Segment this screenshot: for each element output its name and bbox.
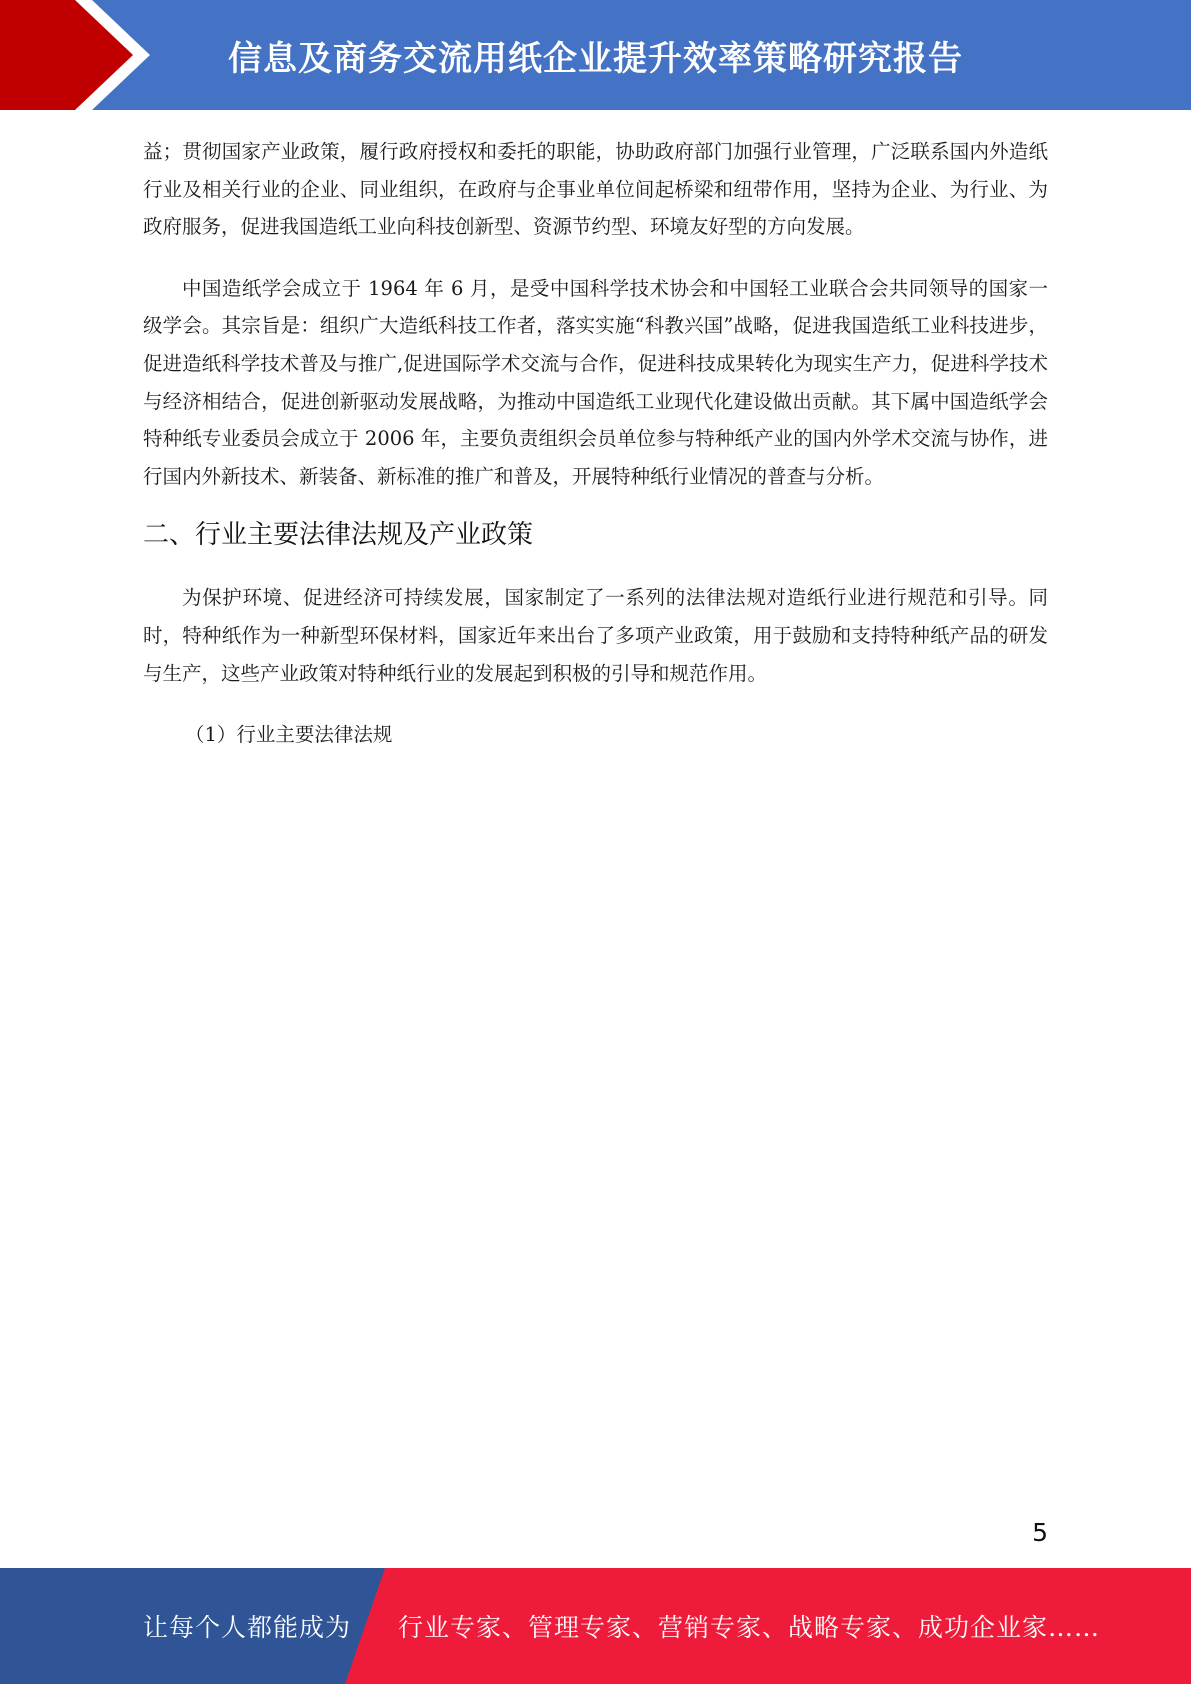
body-paragraph: 为保护环境、促进经济可持续发展，国家制定了一系列的法律法规对造纸行业进行规范和引导。同时，特种纸作为一种新型环保材料，国家近年来出台了多项产业政策，用于鼓励和支持特种纸产品的研发与生产，这些产业政策对特种纸行业的发展起到积极的引导和规范作用。 [143, 586, 1048, 685]
footer-banner [0, 1568, 1191, 1684]
footer-slogan-right: 行业专家、管理专家、营销专家、战略专家、成功企业家…… [398, 1613, 1101, 1642]
page-number: 5 [1032, 1518, 1048, 1547]
sub-heading: （1）行业主要法律法规 [185, 723, 393, 747]
section-heading: 二、行业主要法律法规及产业政策 [143, 520, 534, 551]
main-content [143, 133, 1048, 754]
header-banner [0, 0, 1191, 110]
footer-slogan-left: 让每个人都能成为 [143, 1613, 352, 1642]
body-paragraph: 益；贯彻国家产业政策，履行政府授权和委托的职能，协助政府部门加强行业管理，广泛联系国内外造纸行业及相关行业的企业、同业组织，在政府与企事业单位间起桥梁和纽带作用，坚持为企业、为行业、为政府服务，促进我国造纸工业向科技创新型、资源节约型、环境友好型的方向发展。 [143, 140, 1048, 239]
body-paragraph: 中国造纸学会成立于 1964 年 6 月，是受中国科学技术协会和中国轻工业联合会共同领导的国家一级学会。其宗旨是：组织广大造纸科技工作者，落实实施“科教兴国”战略，促进我国造纸工业科技进步，促进造纸科学技术普及与推广,促进国际学术交流与合作，促进科技成果转化为现实生产力，促进科学技术与经济相结合，促进创新驱动发展战略，为推动中国造纸工业现代化建设做出贡献。其下属中国造纸学会特种纸专业委员会成立于 2006 年，主要负责组织会员单位参与特种纸产业的国内外学术交流与协作，进行国内外新技术、新装备、新标准的推广和普及，开展特种纸行业情况的普查与分析。 [143, 276, 1048, 488]
report-title: 信息及商务交流用纸企业提升效率策略研究报告 [228, 38, 963, 79]
